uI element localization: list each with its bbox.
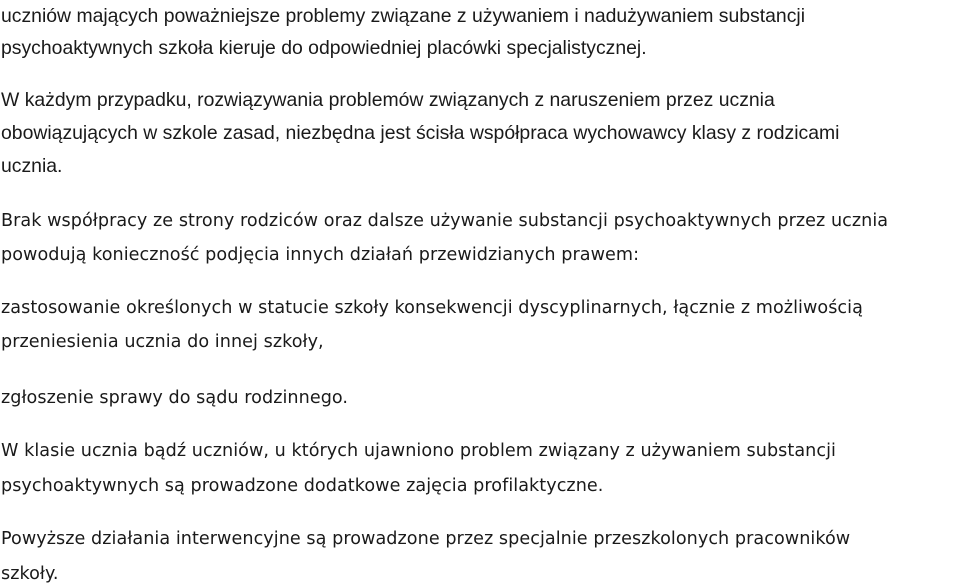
paragraph-7-line-1: Powyższe działania interwencyjne są prowadzone przez specjalnie przeszkolonych pracowników (1, 529, 851, 549)
paragraph-1-line-2: psychoaktywnych szkoła kieruje do odpowiedniej placówki specjalistycznej. (1, 37, 647, 59)
paragraph-2-line-3: ucznia. (1, 155, 63, 177)
paragraph-2-line-1: W każdym przypadku, rozwiązywania problemów związanych z naruszeniem przez ucznia (1, 89, 775, 111)
paragraph-4-line-1: zastosowanie określonych w statucie szkoły konsekwencji dyscyplinarnych, łącznie z możliwością (1, 298, 863, 318)
paragraph-7-line-2: szkoły. (1, 564, 59, 584)
paragraph-2-line-2: obowiązujących w szkole zasad, niezbędna jest ścisła współpraca wychowawcy klasy z rodzicami (1, 122, 840, 144)
paragraph-6-line-1: W klasie ucznia bądź uczniów, u których ujawniono problem związany z używaniem substancji (1, 441, 836, 461)
paragraph-3-line-2: powodują konieczność podjęcia innych działań przewidzianych prawem: (1, 245, 640, 265)
paragraph-5-line-1: zgłoszenie sprawy do sądu rodzinnego. (1, 388, 349, 408)
paragraph-4-line-2: przeniesienia ucznia do innej szkoły, (1, 332, 324, 352)
paragraph-6-line-2: psychoaktywnych są prowadzone dodatkowe zajęcia profilaktyczne. (1, 476, 604, 496)
paragraph-1-line-1: uczniów mających poważniejsze problemy związane z używaniem i nadużywaniem substancji (1, 5, 806, 27)
paragraph-3-line-1: Brak współpracy ze strony rodziców oraz dalsze używanie substancji psychoaktywnych przez ucznia (1, 211, 889, 231)
